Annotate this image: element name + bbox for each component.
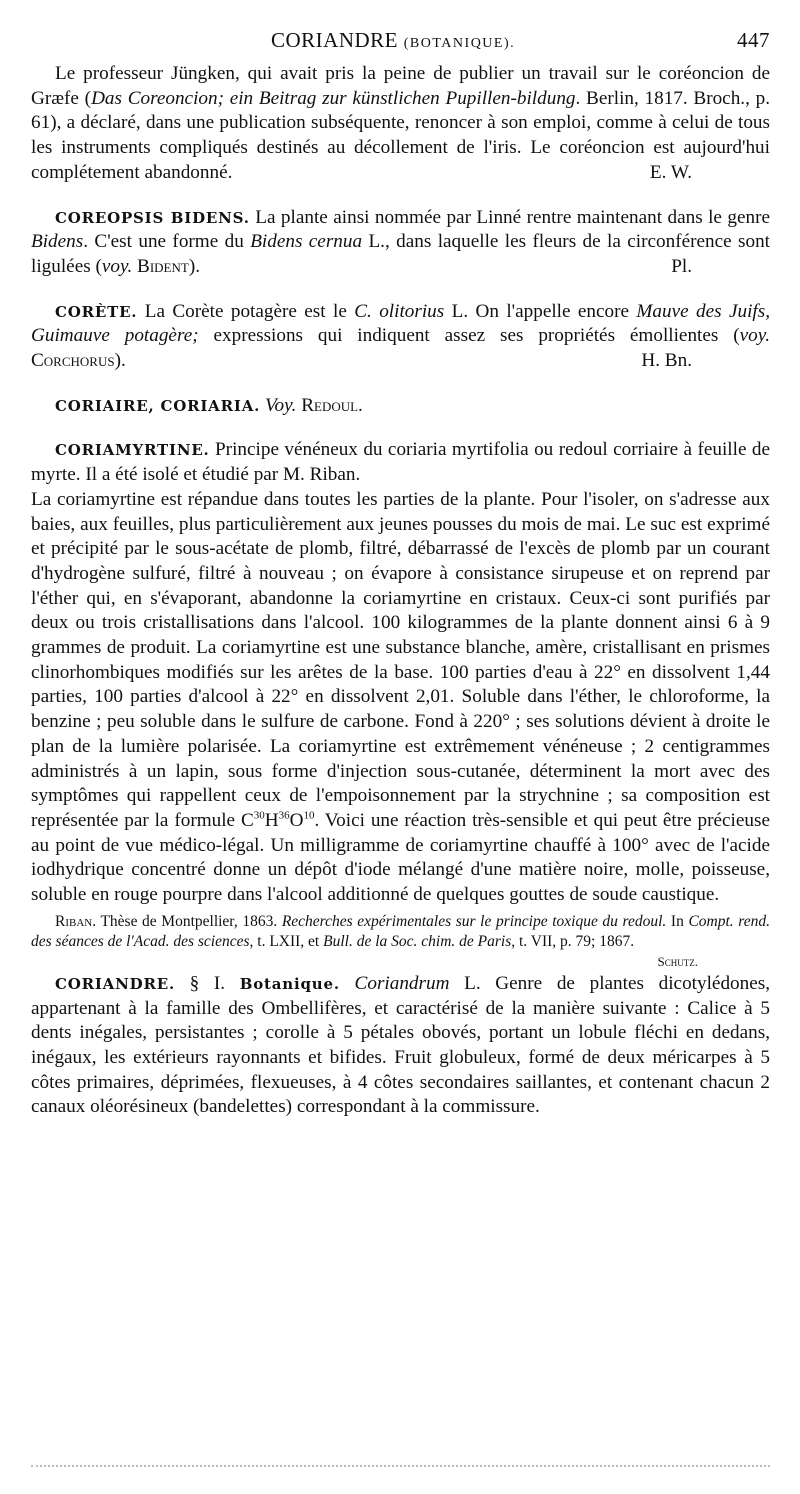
paragraph: CORÈTE. La Corète potagère est le C. olitorius L. On l'appelle encore Mauve des Juifs, Guimauve potagère; expressions qui indiquent assez ses propriétés émollientes (voy. Corchorus). H. Bn. [31,300,770,374]
cross-reference: Redoul. [301,394,363,416]
headword: CORIAIRE, CORIARIA. [55,396,261,415]
author-signature: E. W. [649,161,692,183]
entry-coriaire [31,394,770,419]
bibliography: Riban. Thèse de Montpellier, 1863. Recherches expérimentales sur le principe toxique du redoul. In Compt. rend. des séances de l'Acad. des sciences, t. LXII, et Bull. de la Soc. chim. de Paris, t. VII, p. 79; 1867. Schutz. [31,912,770,952]
paragraph: La coriamyrtine est répandue dans toutes les parties de la plante. Pour l'isoler, on s'adresse aux baies, aux feuilles, plus particulièrement aux jeunes pousses du mois de mai. Le suc est exprimé et précipité par le sous-acétate de plomb, filtré, débarrassé de l'excès de plomb par un courant d'hydrogène sulfuré, filtré à nouveau ; on évapore à consistance sirupeuse et on reprend par l'éther qui, en s'évaporant, abandonne la coriamyrtine en cristaux. Ceux-ci sont purifiés par deux ou trois cristallisations dans l'alcool. 100 kilogrammes de la plante donnent ainsi 6 à 9 grammes de produit. La coriamyrtine est une substance blanche, amère, cristallisant en prismes clinorhombiques modifiés sur les arêtes de la base. 100 parties d'eau à 22° en dissolvent 1,44 parties, 100 parties d'alcool à 22° en dissolvent 2,01. Soluble dans l'éther, le chloroforme, la benzine ; peu soluble dans le sulfure de carbone. Fond à 220° ; ses solutions dévient à droite le plan de la lumière polarisée. La coriamyrtine est extrêmement vénéneuse ; 2 centigrammes administrés à un lapin, sous forme d'injection sous-cutanée, déterminent la mort avec des symptômes qui rappellent ceux de l'empoisonnement par la strychnine ; sa composition est représentée par la formule $C^{30}H^{36}O^{10}$. Voici une réaction très-sensible et qui peut être précieuse au point de vue médico-légal. Un milligramme de coriamyrtine chauffé à 100° avec de l'acide iodhydrique concentré donne un dépôt d'iode mélangé d'une matière noire, molle, poisseuse, soluble en rouge pourpre dans l'alcool additionné de quelques gouttes de soude caustique. [31,488,770,906]
cross-reference: Corchorus [31,350,115,372]
entry-coriandre [31,972,770,1120]
paragraph: CORIAMYRTINE. Principe vénéneux du coriaria myrtifolia ou redoul corriaire à feuille de myrte. Il a été isolé et étudié par M. Riban. [31,439,770,486]
paragraph: CORIANDRE. § I. Botanique. Coriandrum L. Genre de plantes dicotylédones, appartenant à la famille des Ombellifères, et caractérisé de la manière suivante : Calice à 5 dents inégales, persistantes ; corolle à 5 pétales obovés, portant un lobule fléchi en dedans, inégaux, les extérieurs rayonnants et bifides. Fruit globuleux, formé de deux méricarpes à 5 côtes primaires, déprimées, flexueuses, à 4 côtes secondaires saillantes, et contenant chacun 2 canaux oléorésineux (bandelettes) correspondant à la commissure. [31,972,771,1118]
book-title: Das Coreoncion; ein Beitrag zur künstlichen Pupillen-bildung [91,87,576,109]
cross-reference: Bident [137,255,189,277]
headword: CORIAMYRTINE. [55,441,210,460]
section-title: Botanique. [239,974,340,993]
paragraph: COREOPSIS BIDENS. La plante ainsi nommée par Linné rentre maintenant dans le genre Bidens. C'est une forme du Bidens cernua L., dans laquelle les fleurs de la circonférence sont ligulées (voy. Bident). Pl. [31,206,770,280]
headword: COREOPSIS BIDENS. [55,208,250,227]
headword: CORIANDRE. [55,974,175,993]
entry-corete [31,300,770,374]
page-body [31,62,770,1140]
headword: CORÈTE. [55,302,138,321]
running-title [271,28,515,53]
running-title-main: CORIANDRE [271,28,399,52]
author-signature: Pl. [671,255,692,277]
section-mark: § I. [189,972,226,994]
paragraph: Le professeur Jüngken, qui avait pris la peine de publier un travail sur le coréoncion de Græfe (Das Coreoncion; ein Beitrag zur künstlichen Pupillen-bildung. Berlin, 1817. Broch., p. 61), a déclaré, dans une publication subséquente, renoncer à son emploi, comme à celui de tous les instruments compliqués destinés au décollement de l'iris. Le coréoncion est aujourd'hui complétement abandonné. E. W. [31,62,770,186]
running-header [31,28,770,58]
author-signature: H. Bn. [641,350,692,372]
running-title-sub: (BOTANIQUE). [403,36,516,51]
author-signature: Schutz. [657,953,698,969]
paragraph: CORIAIRE, CORIARIA. Voy. Redoul. [55,394,363,416]
page-number: 447 [737,28,770,52]
entry-coreopsis [31,206,770,280]
entry-coriamyrtine [31,438,770,969]
scan-artifact-line [31,1465,770,1469]
entry-coreoncion [31,62,770,186]
